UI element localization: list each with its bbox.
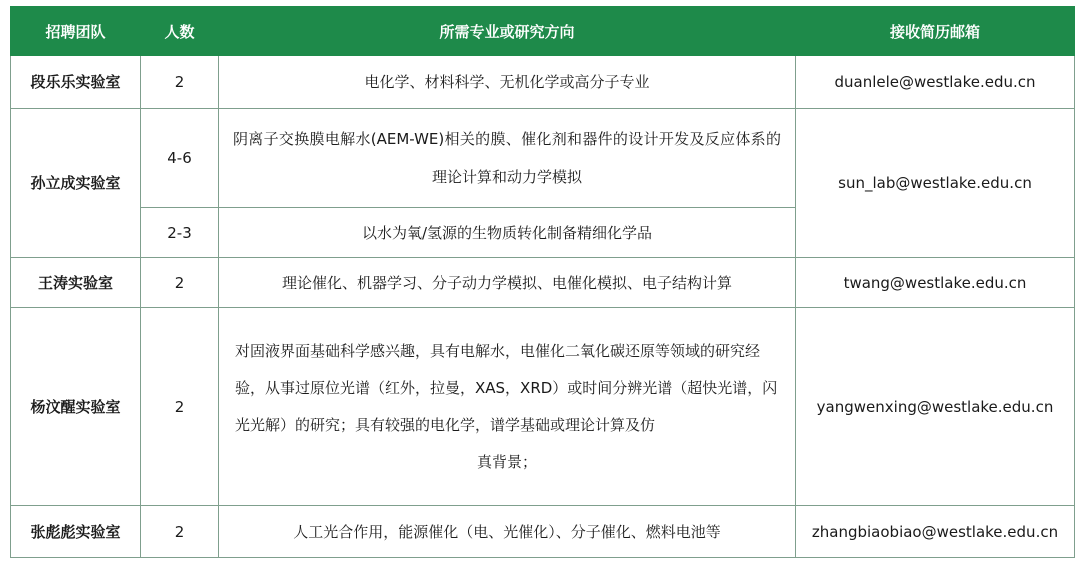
team-name: 杨汶醒实验室 bbox=[11, 308, 141, 506]
team-name: 孙立成实验室 bbox=[11, 109, 141, 258]
table-row bbox=[11, 56, 1075, 109]
table-row bbox=[11, 258, 1075, 308]
header-row bbox=[11, 7, 1075, 56]
table-row bbox=[11, 109, 1075, 208]
research-field: 阴离子交换膜电解水(AEM-WE)相关的膜、催化剂和器件的设计开发及反应体系的理论计算和动力学模拟 bbox=[219, 109, 796, 208]
team-name: 段乐乐实验室 bbox=[11, 56, 141, 109]
team-name: 张彪彪实验室 bbox=[11, 506, 141, 558]
research-field-text: 对固液界面基础科学感兴趣，具有电解水，电催化二氧化碳还原等领域的研究经验，从事过原位光谱（红外，拉曼，XAS，XRD）或时间分辨光谱（超快光谱，闪光光解）的研究；具有较强的电化学，谱学基础或理论计算及仿 bbox=[235, 341, 778, 434]
headcount: 2 bbox=[141, 506, 219, 558]
email-address: yangwenxing@westlake.edu.cn bbox=[796, 308, 1075, 506]
research-field: 以水为氧/氢源的生物质转化制备精细化学品 bbox=[219, 208, 796, 258]
header-count: 人数 bbox=[141, 7, 219, 56]
headcount: 2 bbox=[141, 308, 219, 506]
email-address: duanlele@westlake.edu.cn bbox=[796, 56, 1075, 109]
research-field: 人工光合作用，能源催化（电、光催化）、分子催化、燃料电池等 bbox=[219, 506, 796, 558]
headcount: 4-6 bbox=[141, 109, 219, 208]
headcount: 2 bbox=[141, 56, 219, 109]
header-field: 所需专业或研究方向 bbox=[219, 7, 796, 56]
email-address: zhangbiaobiao@westlake.edu.cn bbox=[796, 506, 1075, 558]
research-field bbox=[219, 308, 796, 506]
research-field-tail: 真背景； bbox=[476, 452, 537, 471]
header-team: 招聘团队 bbox=[11, 7, 141, 56]
table-row bbox=[11, 506, 1075, 558]
team-name: 王涛实验室 bbox=[11, 258, 141, 308]
research-field: 电化学、材料科学、无机化学或高分子专业 bbox=[219, 56, 796, 109]
email-address: twang@westlake.edu.cn bbox=[796, 258, 1075, 308]
research-field: 理论催化、机器学习、分子动力学模拟、电催化模拟、电子结构计算 bbox=[219, 258, 796, 308]
headcount: 2-3 bbox=[141, 208, 219, 258]
headcount: 2 bbox=[141, 258, 219, 308]
header-email: 接收简历邮箱 bbox=[796, 7, 1075, 56]
email-address: sun_lab@westlake.edu.cn bbox=[796, 109, 1075, 258]
table-row bbox=[11, 308, 1075, 506]
recruitment-table bbox=[10, 6, 1075, 558]
